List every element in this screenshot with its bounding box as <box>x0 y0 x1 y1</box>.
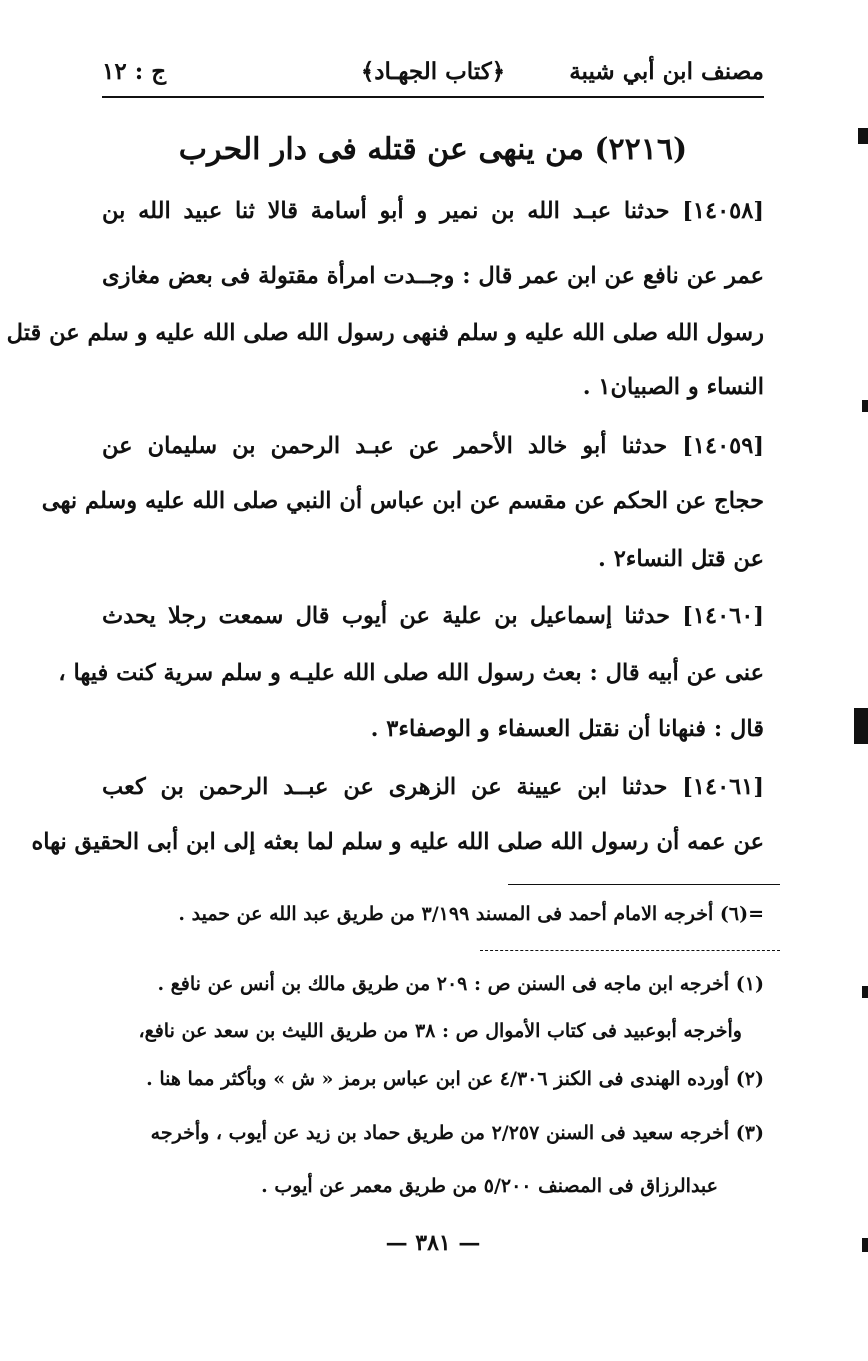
scan-edge-mark <box>862 400 868 412</box>
hadith-line: عنى عن أبيه قال : بعث رسول الله صلى الله عليـه و سلم سرية كنت فيها ، <box>58 660 764 686</box>
scan-edge-mark <box>858 128 868 144</box>
hadith-line: [١٤٠٥٨] حدثنا عبـد الله بن نمير و أبو أسامة قالا ثنا عبيد الله بن <box>102 198 764 224</box>
footnote-line: (١) أخرجه ابن ماجه فى السنن ص : ٢٠٩ من طريق مالك بن أنس عن نافع . <box>157 973 764 995</box>
hadith-line: [١٤٠٦٠] حدثنا إسماعيل بن علية عن أيوب قال سمعت رجلا يحدث <box>102 603 764 629</box>
footnote-line: وأخرجه أبوعبيد فى كتاب الأموال ص : ٣٨ من طريق الليث بن سعد عن نافع، <box>138 1020 742 1042</box>
footnote-line: (٣) أخرجه سعيد فى السنن ٢/٢٥٧ من طريق حماد بن زيد عن أيوب ، وأخرجه <box>150 1122 764 1144</box>
hadith-line: [١٤٠٥٩] حدثنا أبو خالد الأحمر عن عبـد الرحمن بن سليمان عن <box>102 433 764 459</box>
hadith-line: عن عمه أن رسول الله صلى الله عليه و سلم لما بعثه إلى ابن أبى الحقيق نهاه <box>31 829 764 855</box>
scan-edge-mark <box>854 708 868 744</box>
running-header <box>102 52 764 98</box>
continued-footnote: =(٦) أخرجه الامام أحمد فى المسند ٣/١٩٩ من طريق عبد الله عن حميد . <box>178 903 764 925</box>
footnote-line: (٢) أورده الهندى فى الكنز ٤/٣٠٦ عن ابن عباس برمز « ش » وبأكثر مما هنا . <box>146 1068 764 1090</box>
book-title: مصنف ابن أبي شيبة <box>569 58 764 85</box>
footnote-separator <box>508 884 780 885</box>
footnote-divider <box>480 950 780 951</box>
hadith-line: رسول الله صلى الله عليه و سلم فنهى رسول الله صلى الله عليه و سلم عن قتل <box>6 320 764 346</box>
hadith-line: النساء و الصبيان١ . <box>582 374 764 400</box>
chapter-name: ﴿كتاب الجهـاد﴾ <box>360 58 506 85</box>
hadith-line: عمر عن نافع عن ابن عمر قال : وجــدت امرأة مقتولة فى بعض مغازى <box>102 263 764 289</box>
scan-edge-mark <box>862 1238 868 1252</box>
hadith-line: [١٤٠٦١] حدثنا ابن عيينة عن الزهرى عن عبــد الرحمن بن كعب <box>102 774 764 800</box>
chapter-title: (٢٢١٦) من ينهى عن قتله فى دار الحرب <box>178 132 688 167</box>
footnote-line: عبدالرزاق فى المصنف ٥/٢٠٠ من طريق معمر عن أيوب . <box>261 1175 718 1197</box>
hadith-line: حجاج عن الحكم عن مقسم عن ابن عباس أن النبي صلى الله عليه وسلم نهى <box>41 488 764 514</box>
page-number: — ٣٨١ — <box>385 1230 481 1256</box>
scan-edge-mark <box>862 986 868 998</box>
hadith-line: قال : فنهانا أن نقتل العسفاء و الوصفاء٣ . <box>370 716 764 742</box>
hadith-line: عن قتل النساء٢ . <box>598 546 764 572</box>
volume-number: ج : ١٢ <box>102 58 167 85</box>
